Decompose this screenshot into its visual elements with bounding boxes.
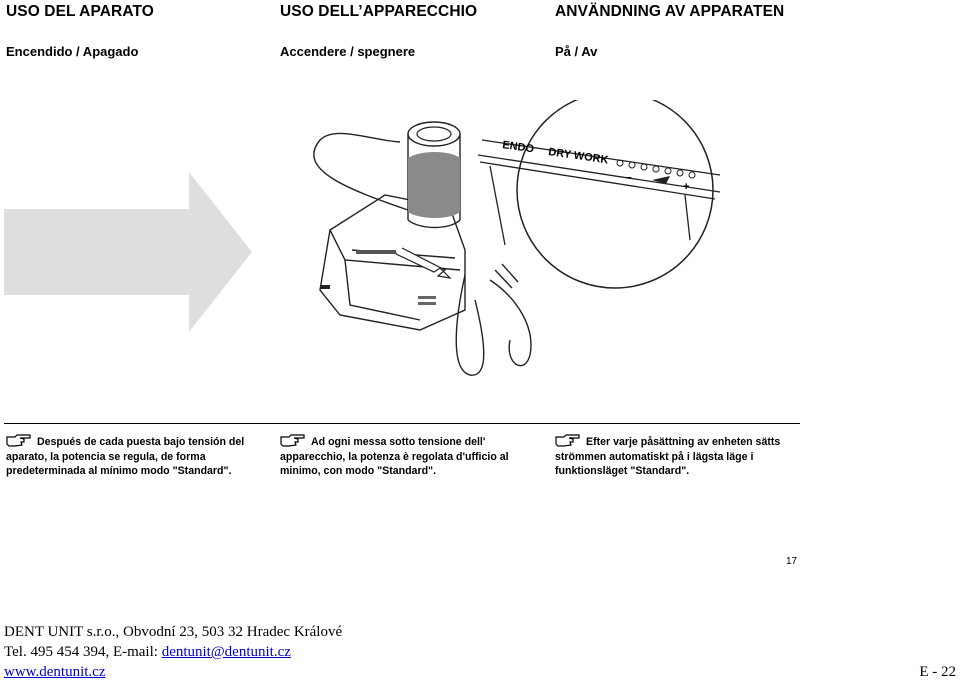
subtitle-it: Accendere / spegnere <box>280 44 416 59</box>
footer-tel: Tel. 495 454 394, E-mail: <box>4 644 162 660</box>
subtitle-es: Encendido / Apagado <box>6 44 139 59</box>
endo-label: ENDO <box>501 139 535 156</box>
device-illustration <box>290 100 730 385</box>
email-link[interactable]: dentunit@dentunit.cz <box>161 644 291 660</box>
page-code: E - 22 <box>919 664 956 680</box>
footer-company: DENT UNIT s.r.o., Obvodní 23, 503 32 Hradec Králové <box>4 624 343 640</box>
section-divider <box>4 423 800 424</box>
title-sv: ANVÄNDNING AV APPARATEN <box>555 3 785 20</box>
note-es <box>6 434 256 479</box>
note-it <box>280 434 530 479</box>
pointing-hand-icon <box>280 434 306 447</box>
note-sv <box>555 434 805 479</box>
title-it: USO DELL’APPARECCHIO <box>280 3 478 20</box>
subtitle-sv: På / Av <box>555 44 598 59</box>
pointing-hand-icon <box>555 434 581 447</box>
website-link[interactable]: www.dentunit.cz <box>4 664 106 680</box>
dry-work-label: DRY WORK <box>547 146 610 167</box>
title-es: USO DEL APARATO <box>6 3 154 20</box>
footer-contact <box>4 643 291 661</box>
direction-arrow-icon <box>4 172 254 334</box>
note-text-sv: Efter varje påsättning av enheten sätts strömmen automatiskt på i lägsta läge i funktionsläget "Standard". <box>555 436 781 477</box>
note-text-it: Ad ogni messa sotto tensione dell' apparecchio, la potenza è regolata d'ufficio al minimo, con modo "Standard". <box>280 436 509 477</box>
pointing-hand-icon <box>6 434 32 447</box>
plus-label: + <box>683 181 690 193</box>
footer-website <box>4 663 106 681</box>
page-number: 17 <box>786 556 798 567</box>
minus-label: – <box>626 172 632 183</box>
note-text-es: Después de cada puesta bajo tensión del aparato, la potencia se regula, de forma predeterminada al mínimo modo "Standard". <box>6 436 245 477</box>
